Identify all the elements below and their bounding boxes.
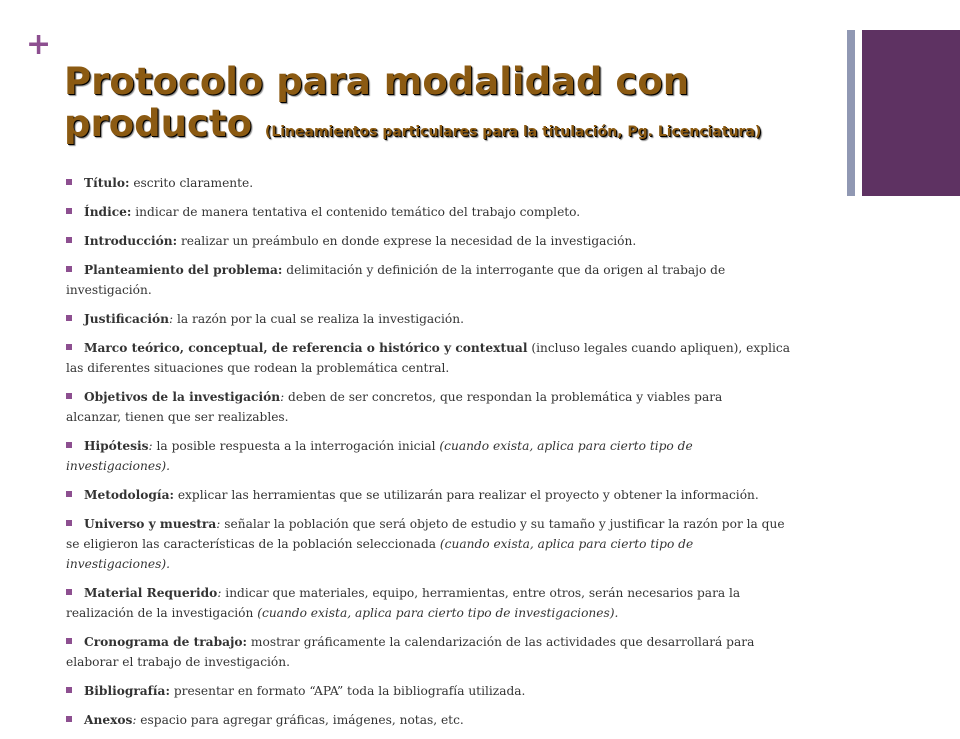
requirements-list [58, 173, 848, 739]
item-description-line-2: investigación. [66, 283, 152, 297]
item-note-continued [66, 554, 848, 574]
item-note: (cuando exista, aplica para cierto tipo de [439, 537, 694, 551]
square-bullet-icon [66, 638, 72, 644]
item-description: (incluso legales cuando apliquen), explica [527, 341, 790, 355]
item-description: la posible respuesta a la interrogación inicial [152, 439, 440, 453]
item-term-colon: : [216, 517, 221, 531]
item-description: delimitación y definición de la interrogante que da origen al trabajo de [282, 263, 726, 277]
item-term: Material Requerido [84, 586, 218, 600]
item-description: deben de ser concretos, que respondan la problemática y viables para [284, 390, 723, 404]
item-description-continued [66, 534, 848, 574]
plus-icon: + [26, 27, 52, 62]
item-note-continued [66, 456, 848, 476]
list-item [58, 202, 848, 222]
square-bullet-icon [66, 266, 72, 272]
item-term-colon: : [132, 713, 137, 727]
item-term: Título: [84, 176, 130, 190]
title-main-word: producto [64, 102, 253, 145]
item-term-colon: : [168, 312, 174, 326]
item-description: presentar en formato “APA” toda la bibliografía utilizada. [169, 684, 526, 698]
item-term: Objetivos de la investigación [84, 390, 281, 404]
item-description-line-2: se eligieron las características de la población seleccionada [66, 537, 440, 551]
item-term: Bibliografía: [84, 684, 170, 698]
list-item [58, 260, 848, 300]
item-description-continued [66, 407, 848, 427]
item-term-colon: : [280, 390, 285, 404]
item-term: Cronograma de trabajo: [84, 635, 248, 649]
list-item [58, 436, 848, 476]
list-item [58, 681, 848, 701]
item-description-continued [66, 358, 848, 378]
item-term: Planteamiento del problema: [84, 263, 283, 277]
list-item [58, 338, 848, 378]
item-description: señalar la población que será objeto de estudio y su tamaño y justificar la razón por la que [220, 517, 785, 531]
item-note-line-2: investigaciones). [66, 459, 170, 473]
item-note: (cuando exista, aplica para cierto tipo de [439, 439, 693, 453]
decorative-purple-block [862, 30, 960, 196]
square-bullet-icon [66, 393, 72, 399]
item-note-line-2: investigaciones). [66, 557, 170, 571]
list-item [58, 632, 848, 672]
square-bullet-icon [66, 344, 72, 350]
square-bullet-icon [66, 315, 72, 321]
square-bullet-icon [66, 208, 72, 214]
list-item [58, 387, 848, 427]
title-line-2 [64, 104, 854, 144]
title-subtitle: (Lineamientos particulares para la titulación, Pg. Licenciatura) [264, 124, 762, 140]
item-term-colon: : [217, 586, 222, 600]
list-item [58, 710, 848, 730]
list-item [58, 173, 848, 193]
item-term: Anexos [84, 713, 133, 727]
item-description-line-2: las diferentes situaciones que rodean la problemática central. [66, 361, 450, 375]
item-term: Universo y muestra [84, 517, 217, 531]
list-item [58, 485, 848, 505]
item-description: explicar las herramientas que se utilizarán para realizar el proyecto y obtener la información. [173, 488, 759, 502]
item-description: espacio para agregar gráficas, imágenes, notas, etc. [136, 713, 464, 727]
item-description: indicar de manera tentativa el contenido temático del trabajo completo. [131, 205, 581, 219]
slide-title [64, 60, 854, 144]
item-term: Marco teórico, conceptual, de referencia o histórico y contextual [84, 341, 528, 355]
item-term-colon: : [148, 439, 153, 453]
square-bullet-icon [66, 237, 72, 243]
item-description: realizar un preámbulo en donde exprese la necesidad de la investigación. [177, 234, 637, 248]
item-term: Introducción: [84, 234, 178, 248]
square-bullet-icon [66, 491, 72, 497]
square-bullet-icon [66, 179, 72, 185]
list-item [58, 309, 848, 329]
item-description-continued [66, 280, 848, 300]
item-description-continued [66, 652, 848, 672]
item-description-line-2: alcanzar, tienen que ser realizables. [66, 410, 289, 424]
item-term: Justificación [84, 312, 169, 326]
list-item [58, 583, 848, 623]
item-description-continued [66, 603, 848, 623]
item-description: indicar que materiales, equipo, herramientas, entre otros, serán necesarios para la [221, 586, 741, 600]
item-term: Hipótesis [84, 439, 149, 453]
list-item [58, 514, 848, 574]
item-description-line-2: realización de la investigación [66, 606, 258, 620]
item-description: la razón por la cual se realiza la investigación. [173, 312, 464, 326]
item-description: mostrar gráficamente la calendarización de las actividades que desarrollará para [247, 635, 755, 649]
item-term: Metodología: [84, 488, 174, 502]
item-note: (cuando exista, aplica para cierto tipo de investigaciones). [257, 606, 619, 620]
square-bullet-icon [66, 716, 72, 722]
square-bullet-icon [66, 442, 72, 448]
list-item [58, 231, 848, 251]
title-line-1: Protocolo para modalidad con [64, 60, 690, 103]
item-term: Índice: [84, 205, 132, 219]
item-description: escrito claramente. [129, 176, 254, 190]
square-bullet-icon [66, 589, 72, 595]
item-description-line-2: elaborar el trabajo de investigación. [66, 655, 290, 669]
square-bullet-icon [66, 687, 72, 693]
square-bullet-icon [66, 520, 72, 526]
